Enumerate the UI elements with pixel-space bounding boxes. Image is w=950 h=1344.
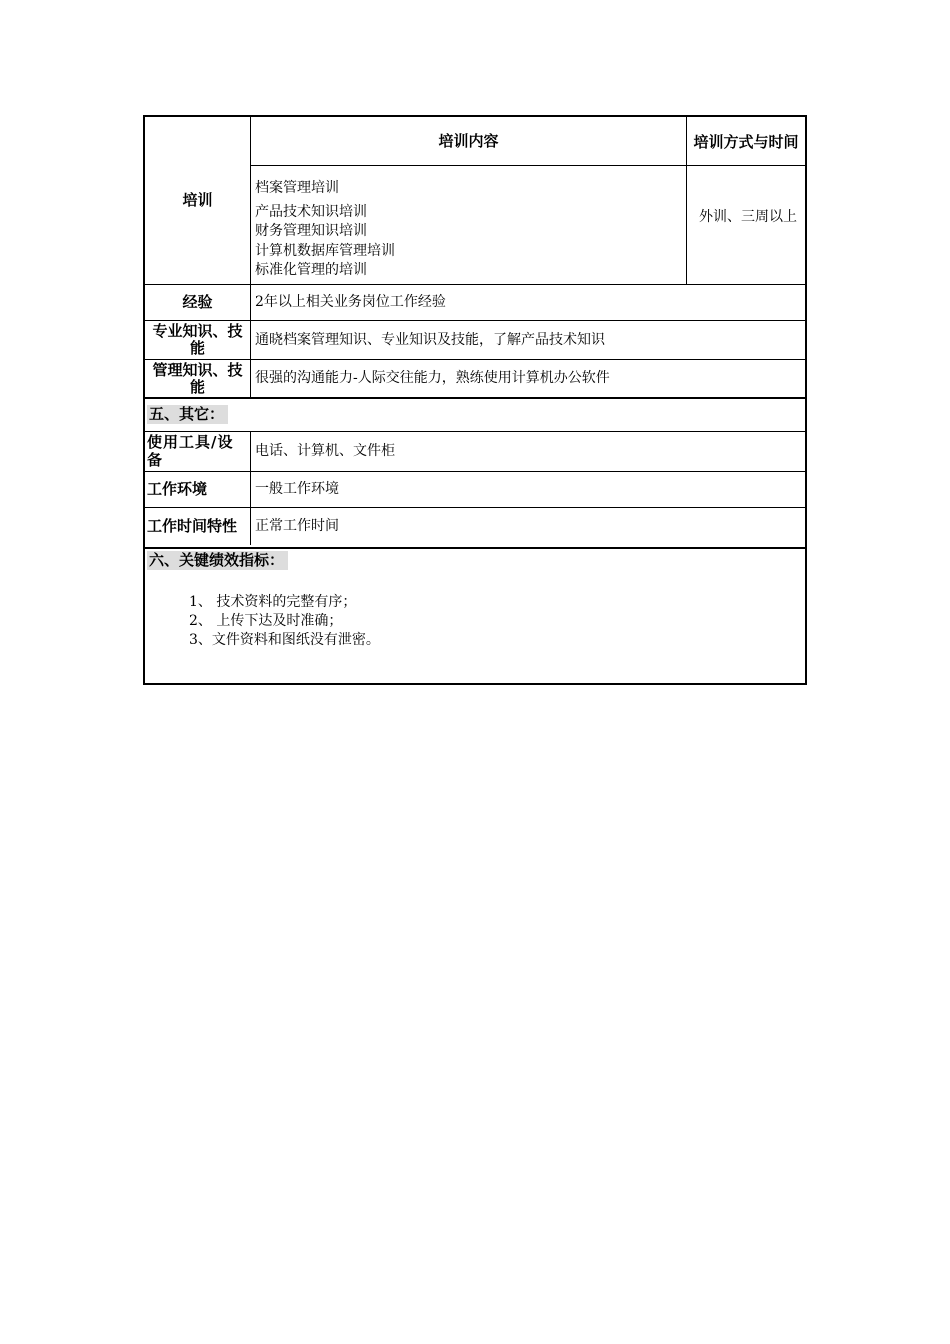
list-item: 3、文件资料和图纸没有泄密。: [189, 632, 380, 648]
tools-value: 电话、计算机、文件柜: [255, 443, 395, 459]
worktime-label: 工作时间特性: [147, 517, 238, 535]
list-item: 计算机数据库管理培训: [255, 242, 395, 259]
qualification-block: [143, 115, 807, 399]
professional-skills-value: 通晓档案管理知识、专业知识及技能，了解产品技术知识: [255, 331, 605, 348]
list-item: 财务管理知识培训: [255, 223, 367, 239]
training-content-header: 培训内容: [438, 131, 499, 150]
kpi-list: [189, 593, 380, 650]
training-row-label: 培训: [182, 191, 213, 209]
experience-label: 经验: [182, 293, 213, 311]
list-item: 1、 技术资料的完整有序；: [189, 594, 357, 610]
list-item: 标准化管理的培训: [255, 262, 367, 278]
management-skills-value: 很强的沟通能力-人际交往能力，熟练使用计算机办公软件: [255, 370, 610, 386]
training-method-header: 培训方式与时间: [693, 133, 799, 151]
list-item: 档案管理培训: [255, 180, 339, 196]
kpi-section-title: 六、关键绩效指标：: [147, 551, 288, 570]
experience-value: 2年以上相关业务岗位工作经验: [255, 294, 446, 310]
list-item: 产品技术知识培训: [255, 203, 367, 220]
list-item: 2、 上传下达及时准确；: [189, 613, 343, 629]
management-skills-label: 管理知识、技能: [152, 360, 243, 396]
header-divider: [250, 165, 805, 166]
training-content-list: [255, 179, 675, 281]
others-section-title: 五、其它：: [147, 405, 228, 424]
environment-label: 工作环境: [147, 480, 208, 498]
others-block: [143, 397, 807, 549]
training-method-value: 外训、三周以上: [699, 209, 797, 225]
environment-value: 一般工作环境: [255, 481, 339, 497]
worktime-value: 正常工作时间: [255, 518, 339, 534]
kpi-block: [143, 547, 807, 685]
professional-skills-label: 专业知识、技能: [152, 322, 243, 357]
tools-label: 使用工具/设备: [147, 433, 234, 469]
